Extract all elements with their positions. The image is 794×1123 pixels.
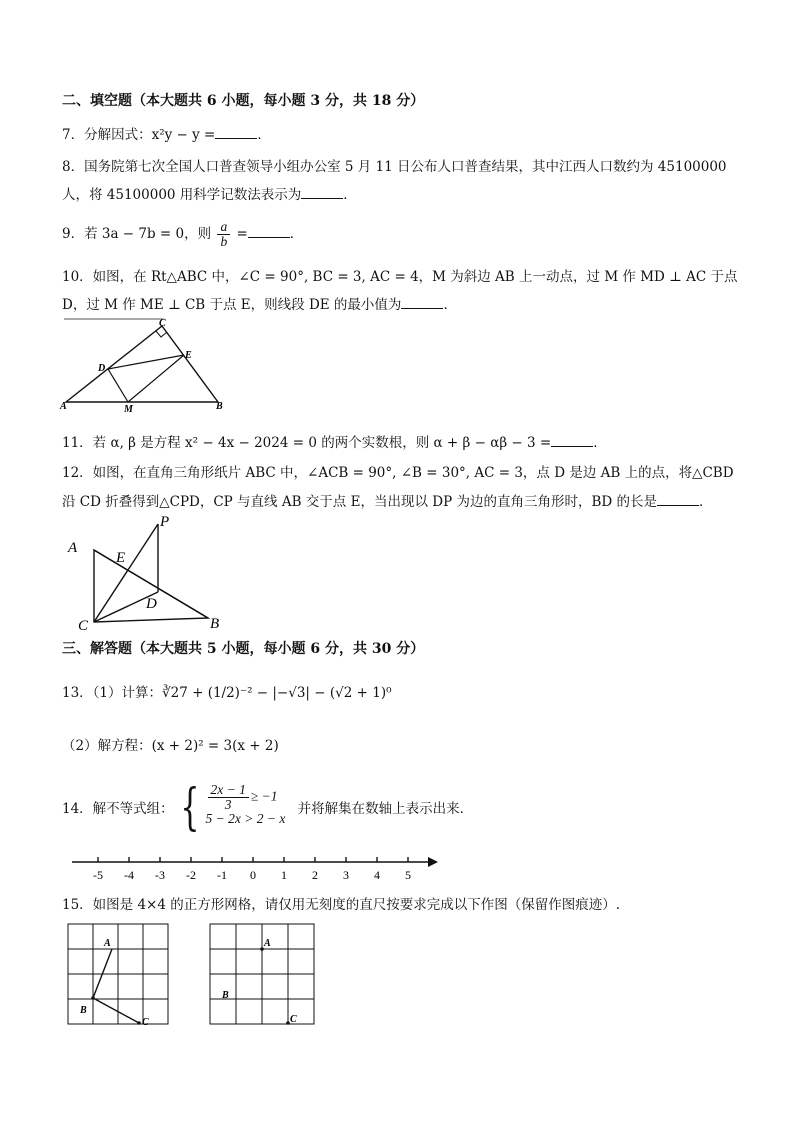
- tick-label: 4: [374, 868, 380, 882]
- label-c: C: [159, 318, 166, 329]
- question-12-line-1: 12．如图，在直角三角形纸片 ABC 中，∠ACB = 90°, ∠B = 30°, AC = 3，点 D 是边 AB 上的点，将△CBD: [62, 465, 734, 481]
- question-11: [62, 432, 607, 452]
- label-c: C: [290, 1014, 297, 1025]
- tick-label: 2: [312, 868, 318, 882]
- question-12-figure: [64, 514, 244, 632]
- question-8-line-2: [62, 184, 357, 204]
- point-b: [91, 996, 95, 1000]
- segment-me: [128, 355, 184, 402]
- tick-label: 1: [281, 868, 287, 882]
- question-11-end: ．: [593, 435, 607, 451]
- question-9: [62, 220, 303, 249]
- question-10-text: D，过 M 作 ME ⊥ CB 于点 E，则线段 DE 的最小值为: [62, 297, 402, 313]
- grid-figure-1: [66, 922, 176, 1032]
- question-11-text: 11．若 α, β 是方程 x² − 4x − 2024 = 0 的两个实数根，则 α + β − αβ − 3 =: [62, 435, 552, 451]
- label-e: E: [116, 550, 126, 566]
- question-7-end: ．: [257, 127, 271, 143]
- question-8-end: ．: [343, 187, 357, 203]
- fraction-denominator: b: [220, 234, 228, 249]
- question-13-part-1: 13．（1）计算：∛27 + (1/2)⁻² − |−√3| − (√2 + 1)⁰: [62, 685, 392, 701]
- label-p: P: [160, 514, 170, 530]
- question-10-figure: [60, 318, 240, 418]
- answer-blank[interactable]: [401, 294, 443, 309]
- answer-blank[interactable]: [551, 432, 593, 447]
- tick-label: 0: [250, 868, 256, 882]
- number-line: [72, 854, 442, 884]
- label-d: D: [146, 596, 157, 612]
- question-15: 15．如图是 4×4 的正方形网格，请仅用无刻度的直尺按要求完成以下作图（保留作图痕迹）.: [62, 897, 621, 913]
- label-b: B: [80, 1005, 87, 1016]
- label-d: D: [98, 363, 106, 374]
- question-12-end: ．: [698, 494, 713, 510]
- tick-label: -5: [93, 868, 103, 882]
- question-7: [62, 124, 271, 144]
- inequality-system: [206, 783, 286, 831]
- question-7-text: 7．分解因式：x²y − y =: [62, 127, 216, 143]
- grid-figure-2: [208, 922, 328, 1032]
- label-m: M: [124, 404, 133, 415]
- point-c: [137, 1021, 141, 1025]
- tick-label: -1: [217, 868, 227, 882]
- tick-label: -4: [124, 868, 134, 882]
- label-a: A: [60, 401, 67, 412]
- answer-blank[interactable]: [301, 184, 343, 199]
- question-14-suffix: 并将解集在数轴上表示出来．: [297, 801, 474, 817]
- equals-sign: =: [236, 226, 248, 242]
- fraction: [217, 220, 230, 249]
- fraction-numerator: a: [217, 220, 230, 235]
- question-9-text: 9．若 3a − 7b = 0，则: [62, 226, 212, 242]
- tick-label: 5: [405, 868, 411, 882]
- inequality-1: [206, 782, 286, 812]
- section-2-heading: 二、填空题（本大题共 6 小题，每小题 3 分，共 18 分）: [62, 93, 425, 109]
- question-10-line-2: [62, 294, 457, 314]
- system-brace: {: [180, 778, 200, 836]
- inequality-2: 5 − 2x > 2 − x: [205, 811, 286, 826]
- question-8-line-1: 8．国务院第七次全国人口普查领导小组办公室 5 月 11 日公布人口普查结果，其中江西人口数约为 45100000: [62, 159, 727, 175]
- label-a: A: [264, 938, 271, 949]
- label-b: B: [216, 401, 223, 412]
- question-12-text: 沿 CD 折叠得到△CPD，CP 与直线 AB 交于点 E，当出现以 DP 为边的直角三角形时，BD 的长是: [62, 494, 657, 510]
- segment-md: [108, 369, 128, 402]
- tick-label: -3: [155, 868, 165, 882]
- label-c: C: [142, 1017, 149, 1028]
- label-a: A: [104, 938, 111, 949]
- fraction-denominator: 3: [224, 797, 232, 812]
- question-14-prefix: 14．解不等式组：: [62, 801, 174, 817]
- label-a: A: [68, 540, 78, 556]
- question-10-line-1: 10．如图，在 Rt△ABC 中，∠C = 90°, BC = 3, AC = 4，M 为斜边 AB 上一动点，过 M 作 MD ⊥ AC 于点: [62, 269, 738, 285]
- label-c: C: [78, 618, 89, 634]
- question-10-end: ．: [443, 297, 457, 313]
- right-angle-mark: [156, 331, 167, 337]
- tick-label: -2: [186, 868, 196, 882]
- question-13-part-2: （2）解方程：(x + 2)² = 3(x + 2): [62, 738, 279, 754]
- segment-bc: [93, 998, 139, 1023]
- label-e: E: [185, 350, 192, 361]
- arrow-head-icon: [428, 857, 438, 867]
- answer-blank[interactable]: [215, 124, 257, 139]
- tick-label: 3: [343, 868, 349, 882]
- section-3-heading: 三、解答题（本大题共 5 小题，每小题 6 分，共 30 分）: [62, 641, 425, 657]
- label-b: B: [210, 616, 220, 632]
- segment-de: [108, 355, 184, 369]
- question-12-line-2: [62, 491, 712, 511]
- question-8-text: 人，将 45100000 用科学记数法表示为: [62, 187, 302, 203]
- fraction-numerator: 2x − 1: [208, 783, 249, 798]
- answer-blank[interactable]: [657, 491, 699, 506]
- question-14: [62, 778, 474, 836]
- question-9-end: ．: [289, 226, 304, 242]
- inequality-1-rest: ≥ −1: [250, 788, 278, 804]
- answer-blank[interactable]: [248, 223, 290, 238]
- label-b: B: [222, 990, 229, 1001]
